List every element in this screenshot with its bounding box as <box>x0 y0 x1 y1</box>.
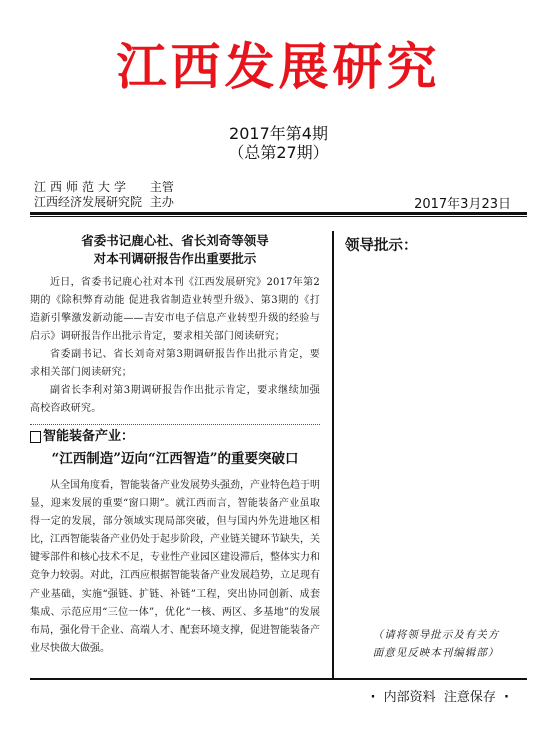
sponsor-role: 主办 <box>149 195 174 209</box>
bullet-icon: · <box>370 690 376 705</box>
article-paragraph: 从全国角度看，智能装备产业发展势头强劲，产业特色趋于明显，迎来发展的重要“窗口期”。就江西而言，智能装备产业虽取得一定的发展，部分领域实现局部突破，但与国内外先进地区相比，江西智能装备产业仍处于起步阶段，产业链关键环节缺失，关键零部件和核心技术不足，专业性产业园区建设滞后，整体实力和竞争力较弱。对此，江西应根据智能装备产业发展趋势，立足现有产业基础，实施“强链、扩链、补链”工程，突出协同创新、成套集成、示范应用“三位一体”，优化“一核、两区、多基地”的发展布局，强化骨干企业、高端人才、配套环境支撑，促进智能装备产业尽快做大做强。 <box>30 480 320 654</box>
main-column <box>30 232 320 658</box>
lead-headline-line1: 省委书记鹿心社、省长刘奇等领导 <box>81 233 269 248</box>
sponsor-role: 主管 <box>149 180 174 194</box>
sponsor-org: 江西经济发展研究院 <box>34 195 143 209</box>
instructions-note-line1: （请将领导批示及有关方 <box>372 629 500 641</box>
bullet-icon: · <box>504 690 509 705</box>
sponsor-org: 江西师范大学 <box>34 180 131 194</box>
lead-paragraph: 省委副书记、省长刘奇对第3期调研报告作出批示肯定，要求相关部门阅读研究； <box>30 349 320 378</box>
header-rule-thin <box>30 216 527 217</box>
footer-text: 内部资料 注意保存 <box>383 690 496 705</box>
sponsor-row <box>34 195 174 210</box>
instructions-note <box>345 626 527 662</box>
instructions-note-line2: 面意见反映本刊编辑部） <box>372 647 500 659</box>
footer-rule <box>30 678 527 680</box>
instructions-column <box>345 234 527 682</box>
header-rule-thick <box>30 212 527 215</box>
issue-info <box>0 124 557 162</box>
section-title: 智能装备产业： <box>43 429 135 444</box>
lead-paragraph: 副省长李利对第3期调研报告作出批示肯定，要求继续加强高校咨政研究。 <box>30 385 320 414</box>
article-title: “江西制造”迈向“江西智造”的重要突破口 <box>51 451 299 467</box>
publish-date: 2017年3月23日 <box>414 197 511 212</box>
lead-headline <box>30 232 320 268</box>
column-divider <box>332 231 334 679</box>
issue-number: 2017年第4期 <box>229 124 328 143</box>
footer-notice <box>367 686 513 705</box>
lead-paragraph: 近日，省委书记鹿心社对本刊《江西发展研究》2017年第2期的《除积弊育动能 促进我省制造业转型升级》、第3期的《打造新引擎激发新动能——吉安市电子信息产业转型升级的经验与启示》调研报告作出批示肯定，要求相关部门阅读研究； <box>30 277 320 342</box>
masthead-title: 江西发展研究 <box>116 38 441 96</box>
lead-headline-line2: 对本刊调研报告作出重要批示 <box>93 251 257 266</box>
issue-total-number: （总第27期） <box>228 143 329 162</box>
sponsors-block <box>34 180 174 210</box>
instructions-heading: 领导批示： <box>345 238 418 254</box>
checkbox-icon <box>30 431 41 443</box>
section-heading <box>30 428 320 446</box>
section-divider <box>30 424 320 425</box>
sponsor-row <box>34 180 174 195</box>
article-body <box>30 477 320 658</box>
